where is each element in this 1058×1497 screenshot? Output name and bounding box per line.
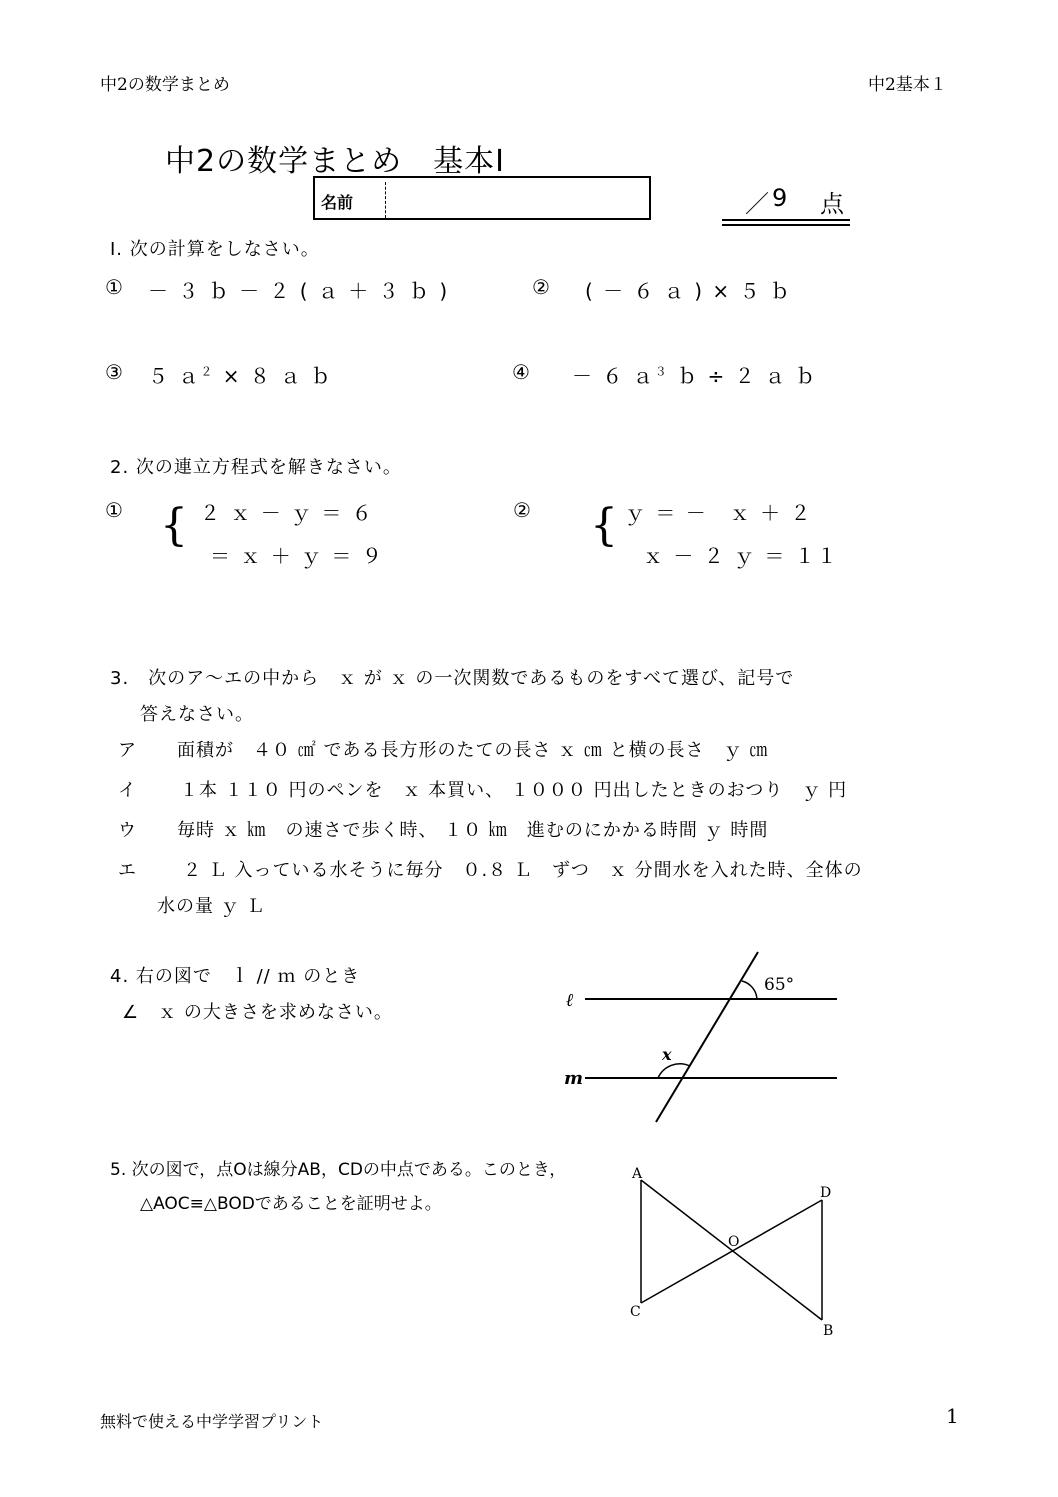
congruent-triangles-figure: [620, 1160, 850, 1345]
q5-line2: △AOC≡△BODであることを証明せよ。: [140, 1194, 442, 1214]
q3-option-b-label: イ: [118, 780, 137, 801]
header-left: 中2の数学まとめ: [100, 75, 230, 95]
q2-p1-line1: ２ ｘ － ｙ ＝ ６: [200, 501, 374, 525]
line-l-label: ℓ: [566, 990, 574, 1011]
q2-p1-number: ①: [105, 498, 125, 522]
q3-option-d-label: エ: [118, 860, 137, 881]
q1-p4-base: － ６ ａ: [572, 364, 655, 388]
q1-text: Ⅰ. 次の計算をしなさい。: [110, 239, 320, 260]
q1-p2-expression: ( － ６ ａ ) × ５ ｂ: [585, 279, 792, 303]
q1-p3-exponent: ２: [200, 364, 215, 379]
q3-option-c-label: ウ: [118, 820, 137, 841]
name-box[interactable]: [313, 176, 651, 220]
point-o-label: O: [728, 1234, 740, 1250]
segment-cd: [641, 1200, 822, 1303]
q3-option-a-label: ア: [118, 740, 137, 761]
angle-x-arc: [658, 1064, 690, 1078]
q3-line1: 3. 次のア～エの中から ｘ が ｘ の一次関数であるものをすべて選び、記号で: [110, 668, 795, 689]
q2-p2-line1: ｙ ＝ － ｘ ＋ ２: [625, 501, 813, 525]
segment-ab: [641, 1180, 822, 1320]
q1-p3-base: ５ ａ: [148, 364, 201, 388]
angle-65-label: 65°: [764, 975, 795, 995]
q3-option-d-text: ２ Ｌ 入っている水そうに毎分 ０.８ Ｌ ずつ ｘ 分間水を入れた時、全体の: [183, 860, 863, 881]
footer-left: 無料で使える中学学習プリント: [100, 1412, 324, 1431]
q4-line2: ∠ ｘ の大きさを求めなさい。: [122, 1002, 393, 1023]
q1-p1-number: ①: [105, 275, 125, 299]
q3-option-b-text: １本 １１０ 円のペンを ｘ 本買い、 １０００ 円出したときのおつり ｙ 円: [180, 780, 848, 801]
angle-x-label: x: [662, 1045, 672, 1064]
page-number: 1: [946, 1404, 959, 1428]
q2-p1-line2: ＝ ｘ ＋ ｙ ＝ ９: [210, 544, 384, 568]
transversal-line: [656, 952, 758, 1122]
angle-65-arc: [742, 981, 757, 999]
score-slash: ／: [745, 190, 769, 218]
line-m-label: m: [564, 1068, 584, 1089]
score-underline-1: [722, 219, 850, 221]
q1-p4-exponent: ３: [654, 364, 669, 379]
q1-p1-expression: － ３ ｂ － ２ ( ａ ＋ ３ ｂ ): [148, 279, 450, 303]
q1-p2-number: ②: [532, 275, 552, 299]
q3-option-a-text: 面積が ４０ ㎠ である長方形のたての長さ ｘ ㎝ と横の長さ ｙ ㎝: [177, 740, 769, 761]
q2-p2-number: ②: [513, 498, 533, 522]
q4-line1: 4. 右の図で ｌ // ｍ のとき: [110, 966, 361, 987]
q1-p3-expression: [148, 360, 333, 389]
page-title: 中2の数学まとめ 基本Ⅰ: [165, 144, 505, 179]
q1-p4-expression: [572, 360, 817, 389]
q5-line1: 5. 次の図で，点Oは線分AB，CDの中点である。このとき，: [110, 1160, 567, 1180]
q3-option-d-text2: 水の量 ｙ Ｌ: [157, 896, 266, 917]
q1-p4-number: ④: [512, 360, 532, 384]
point-b-label: B: [823, 1323, 834, 1339]
header-right: 中2基本１: [868, 75, 947, 95]
q1-p3-number: ③: [105, 360, 125, 384]
score-unit: 点: [820, 190, 844, 218]
point-d-label: D: [820, 1185, 832, 1201]
name-label: 名前: [321, 193, 354, 212]
point-a-label: A: [632, 1166, 643, 1182]
q3-option-c-text: 毎時 ｘ ㎞ の速さで歩く時、 １０ ㎞ 進むのにかかる時間 ｙ 時間: [177, 820, 769, 841]
q3-line2: 答えなさい。: [140, 704, 254, 725]
q1-p3-rest: × ８ ａ ｂ: [222, 364, 333, 388]
q2-p1-brace: {: [160, 500, 188, 551]
q2-text: 2. 次の連立方程式を解きなさい。: [110, 457, 402, 478]
parallel-lines-figure: [550, 940, 850, 1125]
q2-p2-brace: {: [590, 500, 618, 551]
score-underline-2: [722, 224, 850, 226]
name-separator: [385, 182, 386, 218]
q1-p4-rest: ｂ ÷ ２ ａ ｂ: [677, 364, 818, 388]
q2-p2-line2: ｘ － ２ ｙ ＝ １１: [643, 544, 839, 568]
score-total: 9: [772, 184, 788, 212]
point-c-label: C: [630, 1304, 641, 1320]
